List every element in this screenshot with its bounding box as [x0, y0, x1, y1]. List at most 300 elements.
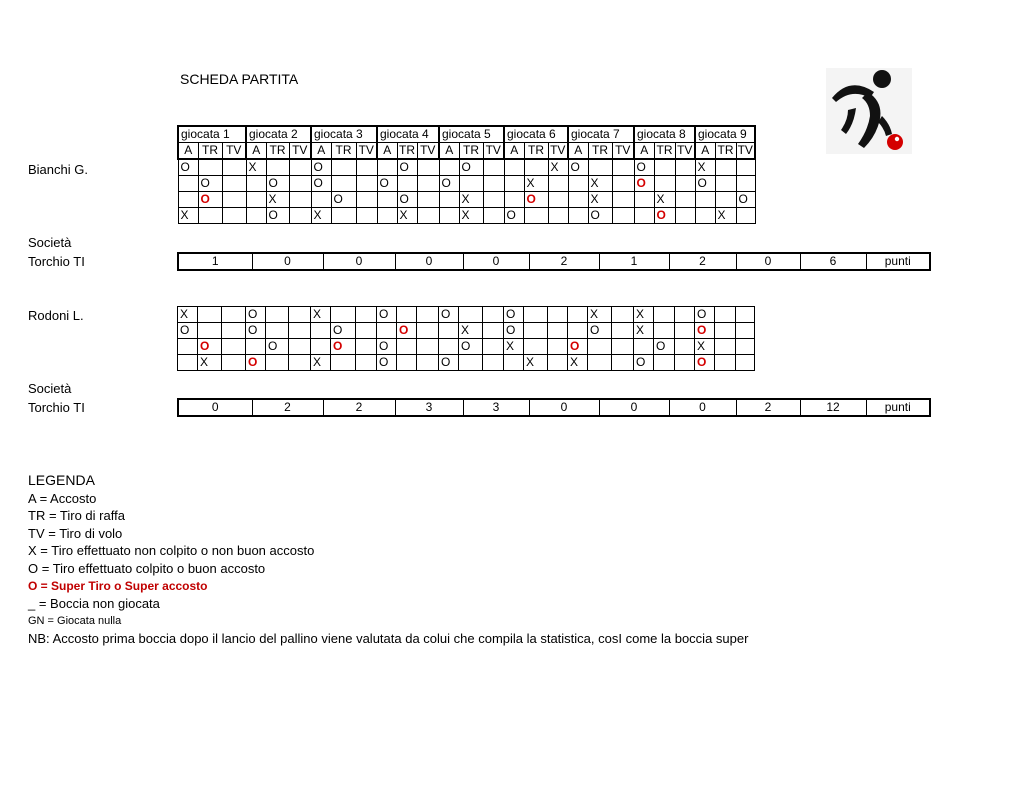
player-name: Rodoni L. [28, 308, 84, 323]
shot-cell [568, 192, 588, 208]
shot-cell [483, 323, 504, 339]
totals-row [177, 252, 931, 271]
shot-cell: X [634, 323, 654, 339]
boccia-row [178, 307, 755, 323]
shot-type-header: TV [483, 143, 504, 160]
shot-cell [483, 307, 504, 323]
societa-name: Torchio TI [28, 254, 85, 269]
shot-cell [612, 208, 634, 224]
shot-cell: X [459, 323, 483, 339]
shot-cell [246, 192, 266, 208]
shot-cell [548, 355, 568, 371]
shot-cell [715, 355, 736, 371]
shot-cell: X [246, 159, 266, 176]
shot-cell [198, 159, 222, 176]
shot-type-header: TV [612, 143, 634, 160]
shot-type-header: A [504, 143, 524, 160]
legend-item-gn: GN = Giocata nulla [28, 614, 122, 627]
shot-cell [715, 323, 736, 339]
shot-cell [289, 176, 311, 192]
shot-type-header: TV [222, 143, 246, 160]
shot-type-header: TR [459, 143, 483, 160]
shot-cell: X [311, 355, 331, 371]
shot-cell [178, 355, 198, 371]
giocata-score: 0 [736, 253, 800, 270]
shot-cell [588, 339, 612, 355]
shot-cell [654, 176, 675, 192]
shot-cell [246, 339, 266, 355]
shot-cell [524, 339, 548, 355]
shot-cell: X [178, 208, 198, 224]
shot-cell [675, 192, 695, 208]
giocata-score: 2 [529, 253, 599, 270]
giocata-score: 0 [252, 253, 323, 270]
shot-cell: O [377, 339, 397, 355]
shot-cell [654, 307, 675, 323]
shot-cell: X [634, 307, 654, 323]
shot-cell: X [588, 192, 612, 208]
shot-type-header: A [695, 143, 715, 160]
shot-cell [675, 208, 695, 224]
giocata-header: giocata 3 [311, 126, 377, 143]
giocata-score: 3 [395, 399, 463, 416]
shot-cell [222, 323, 246, 339]
shot-cell [417, 159, 439, 176]
shot-type-header: TV [675, 143, 695, 160]
shot-cell [178, 192, 198, 208]
shot-cell [588, 355, 612, 371]
shot-cell: O [634, 176, 654, 192]
shot-cell [736, 208, 755, 224]
giocata-header: giocata 9 [695, 126, 755, 143]
shot-cell [356, 323, 377, 339]
shot-type-header: A [568, 143, 588, 160]
shot-cell [483, 339, 504, 355]
shot-cell: O [246, 323, 266, 339]
shot-cell [289, 339, 311, 355]
shot-cell [356, 355, 377, 371]
boccia-row [178, 339, 755, 355]
giocata-score: 0 [669, 399, 736, 416]
shot-cell [266, 307, 289, 323]
shot-cell: O [246, 307, 266, 323]
shot-cell [331, 159, 356, 176]
shot-type-header: TV [289, 143, 311, 160]
shot-cell [356, 339, 377, 355]
shot-cell [356, 307, 377, 323]
shot-cell [634, 208, 654, 224]
shot-cell: X [524, 355, 548, 371]
giocata-header: giocata 8 [634, 126, 695, 143]
shot-cell [483, 159, 504, 176]
shot-cell: O [736, 192, 755, 208]
shot-cell: O [266, 339, 289, 355]
shot-cell [289, 159, 311, 176]
shot-cell: O [634, 159, 654, 176]
shot-cell [612, 192, 634, 208]
shot-cell [377, 159, 397, 176]
totals-row [177, 398, 931, 417]
shot-cell [198, 208, 222, 224]
shot-cell: X [178, 307, 198, 323]
shot-cell: O [198, 339, 222, 355]
shot-cell [439, 323, 459, 339]
shot-cell [246, 208, 266, 224]
shot-cell [568, 208, 588, 224]
shot-cell: X [548, 159, 568, 176]
shot-cell [289, 192, 311, 208]
societa-label: Società [28, 381, 72, 396]
shot-cell [524, 208, 548, 224]
shot-cell [397, 307, 417, 323]
boccia-row [178, 208, 755, 224]
shot-cell [311, 323, 331, 339]
shot-cell: O [266, 208, 289, 224]
shot-cell [483, 192, 504, 208]
shot-cell [548, 307, 568, 323]
shot-cell [612, 159, 634, 176]
shot-type-header: TR [198, 143, 222, 160]
shot-cell: O [695, 323, 715, 339]
shot-cell: O [178, 159, 198, 176]
shot-cell [222, 192, 246, 208]
shot-cell [504, 159, 524, 176]
shot-cell [289, 323, 311, 339]
shot-cell: O [439, 176, 459, 192]
shot-cell [289, 208, 311, 224]
legend-item-tv: TV = Tiro di volo [28, 525, 123, 541]
shot-cell [439, 192, 459, 208]
shot-cell [246, 176, 266, 192]
legend [28, 472, 748, 648]
shot-cell [331, 176, 356, 192]
shot-cell: O [439, 355, 459, 371]
shot-type-header: A [634, 143, 654, 160]
shot-cell [548, 208, 568, 224]
shot-type-header: A [178, 143, 198, 160]
legend-title: LEGENDA [28, 472, 95, 488]
shot-cell [222, 176, 246, 192]
shot-cell [548, 339, 568, 355]
giocata-score: 0 [599, 399, 669, 416]
shot-type-header: TR [399, 143, 415, 157]
shot-cell [504, 192, 524, 208]
shot-cell [695, 192, 715, 208]
shot-cell: O [397, 323, 417, 339]
shot-cell [548, 176, 568, 192]
shot-cell [417, 176, 439, 192]
shot-cell: O [198, 192, 222, 208]
shot-cell [736, 339, 755, 355]
shot-cell [417, 339, 439, 355]
shot-cell [397, 339, 417, 355]
shot-cell [266, 355, 289, 371]
shot-cell: X [654, 192, 675, 208]
shot-cell [266, 159, 289, 176]
legend-item-blank: _ = Boccia non giocata [28, 596, 160, 612]
giocata-score: 0 [529, 399, 599, 416]
shot-cell [178, 176, 198, 192]
shot-cell [715, 307, 736, 323]
shot-cell [222, 355, 246, 371]
shot-cell [548, 192, 568, 208]
giocata-score: 2 [736, 399, 800, 416]
shot-cell [417, 307, 439, 323]
shot-cell [356, 176, 377, 192]
shot-cell: O [377, 176, 397, 192]
shot-cell: O [266, 176, 289, 192]
shot-cell [654, 159, 675, 176]
shot-cell [736, 355, 755, 371]
shot-cell [397, 176, 417, 192]
giocata-header: giocata 4 [377, 126, 439, 143]
punti-label: punti [866, 253, 930, 270]
shot-type-header: TR [654, 143, 675, 160]
shot-cell [736, 176, 755, 192]
shot-cell [548, 323, 568, 339]
shot-cell: X [715, 208, 736, 224]
shot-cell [331, 307, 356, 323]
shot-cell: X [459, 192, 483, 208]
shot-cell [198, 307, 222, 323]
shot-cell: O [331, 339, 356, 355]
shot-cell [634, 192, 654, 208]
shot-cell: O [504, 208, 524, 224]
shot-cell: X [588, 307, 612, 323]
shot-cell [266, 323, 289, 339]
shot-cell: O [588, 208, 612, 224]
shot-type-header: TR [331, 143, 356, 160]
shot-type-header: TR [715, 143, 736, 160]
shot-cell [715, 339, 736, 355]
shot-cell [634, 339, 654, 355]
shot-cell: O [654, 339, 675, 355]
shot-cell: O [397, 192, 417, 208]
total-score: 6 [800, 253, 866, 270]
shot-cell [524, 307, 548, 323]
shot-cell [736, 307, 755, 323]
shot-cell [695, 208, 715, 224]
shot-cell [715, 159, 736, 176]
shot-cell: X [504, 339, 524, 355]
shot-cell [715, 176, 736, 192]
shot-cell: O [311, 176, 331, 192]
shot-cell: O [178, 323, 198, 339]
shot-cell [222, 307, 246, 323]
shot-type-header: TR [524, 143, 548, 160]
score-grid [177, 306, 755, 371]
shot-cell: X [695, 339, 715, 355]
shot-cell [568, 307, 588, 323]
shot-cell: O [568, 159, 588, 176]
shot-cell [459, 176, 483, 192]
giocata-score: 3 [463, 399, 529, 416]
shot-cell [439, 159, 459, 176]
shot-cell [356, 159, 377, 176]
shot-type-header: A [311, 143, 331, 160]
shot-cell: O [695, 355, 715, 371]
shot-cell [397, 355, 417, 371]
shot-cell: O [504, 323, 524, 339]
shot-cell: X [397, 208, 417, 224]
giocata-score: 0 [178, 399, 252, 416]
shot-cell [377, 208, 397, 224]
giocata-header: giocata 2 [246, 126, 311, 143]
shot-cell [356, 208, 377, 224]
boccia-row [178, 355, 755, 371]
shot-cell [612, 355, 634, 371]
shot-cell: O [459, 159, 483, 176]
score-grid [177, 125, 756, 224]
giocata-header: giocata 1 [178, 126, 246, 143]
giocata-score: 0 [395, 253, 463, 270]
shot-cell: O [439, 307, 459, 323]
giocata-score: 0 [463, 253, 529, 270]
shot-cell [736, 159, 755, 176]
shot-cell: X [695, 159, 715, 176]
legend-item-super: O = Super Tiro o Super accosto [28, 578, 208, 593]
giocata-score: 0 [323, 253, 395, 270]
shot-cell: O [459, 339, 483, 355]
shot-cell: O [377, 355, 397, 371]
shot-cell [483, 355, 504, 371]
shot-cell [331, 355, 356, 371]
giocata-header: giocata 7 [568, 126, 634, 143]
shot-cell [417, 323, 439, 339]
shot-cell: X [311, 208, 331, 224]
total-score: 12 [800, 399, 866, 416]
boccia-row [178, 159, 755, 176]
shot-cell [377, 192, 397, 208]
giocata-header: giocata 5 [439, 126, 504, 143]
shot-cell [222, 208, 246, 224]
shot-type-header: TV [356, 143, 377, 160]
shot-cell: O [654, 208, 675, 224]
boccia-row [178, 176, 755, 192]
shot-cell [289, 307, 311, 323]
shot-cell: X [568, 355, 588, 371]
shot-cell: O [397, 159, 417, 176]
legend-item-x: X = Tiro effettuato non colpito o non buon accosto [28, 543, 315, 559]
shot-cell [483, 176, 504, 192]
shot-cell [417, 355, 439, 371]
legend-note: NB: Accosto prima boccia dopo il lancio del pallino viene valutata da colui che compila la statistica, cosI come la boccia super [28, 631, 749, 647]
shot-cell [504, 176, 524, 192]
shot-cell [311, 339, 331, 355]
shot-cell [417, 208, 439, 224]
giocata-score: 1 [178, 253, 252, 270]
player-name: Bianchi G. [28, 162, 88, 177]
shot-cell [675, 323, 695, 339]
shot-cell [675, 159, 695, 176]
shot-cell: X [311, 307, 331, 323]
giocata-score: 1 [599, 253, 669, 270]
giocata-header: giocata 6 [504, 126, 568, 143]
boccia-row [178, 192, 755, 208]
shot-cell: O [588, 323, 612, 339]
giocata-score: 2 [669, 253, 736, 270]
shot-cell [524, 159, 548, 176]
shot-cell [417, 192, 439, 208]
giocata-score: 2 [252, 399, 323, 416]
shot-cell [459, 307, 483, 323]
shot-cell [675, 355, 695, 371]
shot-type-header: TR [588, 143, 612, 160]
shot-cell [568, 323, 588, 339]
shot-cell [311, 192, 331, 208]
shot-cell: O [198, 176, 222, 192]
shot-cell [439, 339, 459, 355]
legend-item-tr: TR = Tiro di raffa [28, 508, 125, 524]
shot-cell: O [504, 307, 524, 323]
shot-cell: O [246, 355, 266, 371]
shot-cell [654, 355, 675, 371]
shot-cell [459, 355, 483, 371]
shot-cell [483, 208, 504, 224]
shot-cell: X [459, 208, 483, 224]
shot-cell: O [331, 323, 356, 339]
shot-cell: O [311, 159, 331, 176]
shot-cell [612, 176, 634, 192]
societa-label: Società [28, 235, 72, 250]
shot-type-header: TV [548, 143, 568, 160]
shot-cell [715, 192, 736, 208]
shot-cell: X [266, 192, 289, 208]
shot-cell: X [588, 176, 612, 192]
shot-cell [377, 323, 397, 339]
shot-cell [675, 176, 695, 192]
shot-type-header: TV [736, 143, 755, 160]
giocata-score: 2 [323, 399, 395, 416]
shot-cell [568, 176, 588, 192]
shot-cell [612, 339, 634, 355]
legend-item-a: A = Accosto [28, 490, 97, 506]
shot-type-header: TV [417, 143, 439, 160]
shot-cell: O [377, 307, 397, 323]
punti-label: punti [866, 399, 930, 416]
shot-cell: O [568, 339, 588, 355]
shot-cell [612, 307, 634, 323]
shot-cell: O [634, 355, 654, 371]
shot-cell [222, 159, 246, 176]
legend-item-o: O = Tiro effettuato colpito o buon accosto [28, 560, 266, 576]
shot-cell [675, 339, 695, 355]
shot-cell [198, 323, 222, 339]
shot-type-header: A [377, 143, 397, 160]
shot-cell [178, 339, 198, 355]
shot-cell: X [198, 355, 222, 371]
shot-cell [439, 208, 459, 224]
shot-cell [524, 323, 548, 339]
bocce-player-logo-icon [826, 68, 912, 154]
shot-cell: O [695, 307, 715, 323]
shot-cell [736, 323, 755, 339]
shot-cell: O [695, 176, 715, 192]
shot-cell [675, 307, 695, 323]
shot-cell [356, 192, 377, 208]
shot-cell: O [524, 192, 548, 208]
shot-type-header: TR [266, 143, 289, 160]
boccia-row [178, 323, 755, 339]
page-title: SCHEDA PARTITA [180, 71, 299, 87]
societa-name: Torchio TI [28, 400, 85, 415]
shot-cell [289, 355, 311, 371]
shot-type-header: A [439, 143, 459, 160]
shot-cell [654, 323, 675, 339]
shot-cell: X [524, 176, 548, 192]
shot-cell [222, 339, 246, 355]
shot-cell [504, 355, 524, 371]
